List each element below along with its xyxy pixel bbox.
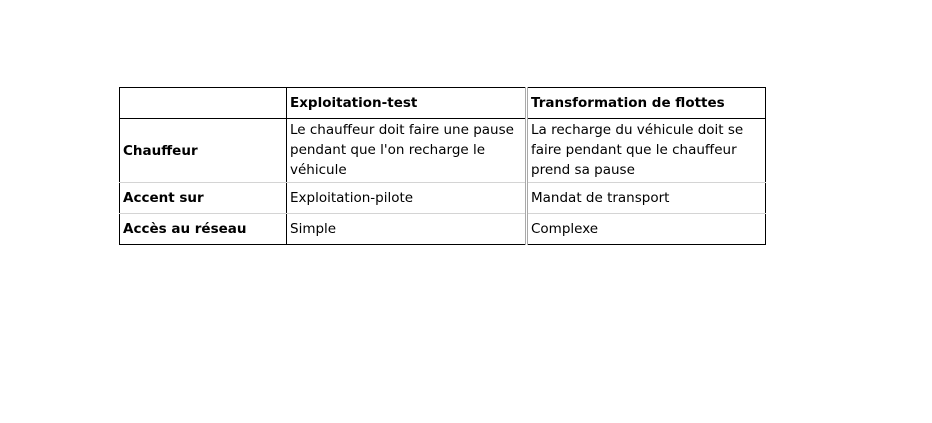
row-label-chauffeur: Chauffeur <box>120 119 287 183</box>
cell-reseau-exploitation-test: Simple <box>287 214 527 245</box>
cell-accent-exploitation-test: Exploitation-pilote <box>287 183 527 214</box>
cell-reseau-transformation: Complexe <box>527 214 766 245</box>
table-row-acces-au-reseau <box>120 214 766 245</box>
header-corner-cell <box>120 88 287 119</box>
table-row-accent-sur <box>120 183 766 214</box>
cell-accent-transformation: Mandat de transport <box>527 183 766 214</box>
table-header-row <box>120 88 766 119</box>
cell-chauffeur-transformation <box>527 119 766 183</box>
row-label-acces-au-reseau: Accès au réseau <box>120 214 287 245</box>
header-transformation-de-flottes: Transformation de flottes <box>527 88 766 119</box>
cell-chauffeur-exploitation-test <box>287 119 527 183</box>
table-row-chauffeur <box>120 119 766 183</box>
cell-text: Le chauffeur doit faire une pause pendant que l'on recharge le véhicule <box>290 122 514 178</box>
row-label-accent-sur: Accent sur <box>120 183 287 214</box>
header-exploitation-test: Exploitation-test <box>287 88 527 119</box>
cell-text: La recharge du véhicule doit se faire pendant que le chauffeur prend sa pause <box>531 122 744 178</box>
comparison-table <box>119 87 766 245</box>
